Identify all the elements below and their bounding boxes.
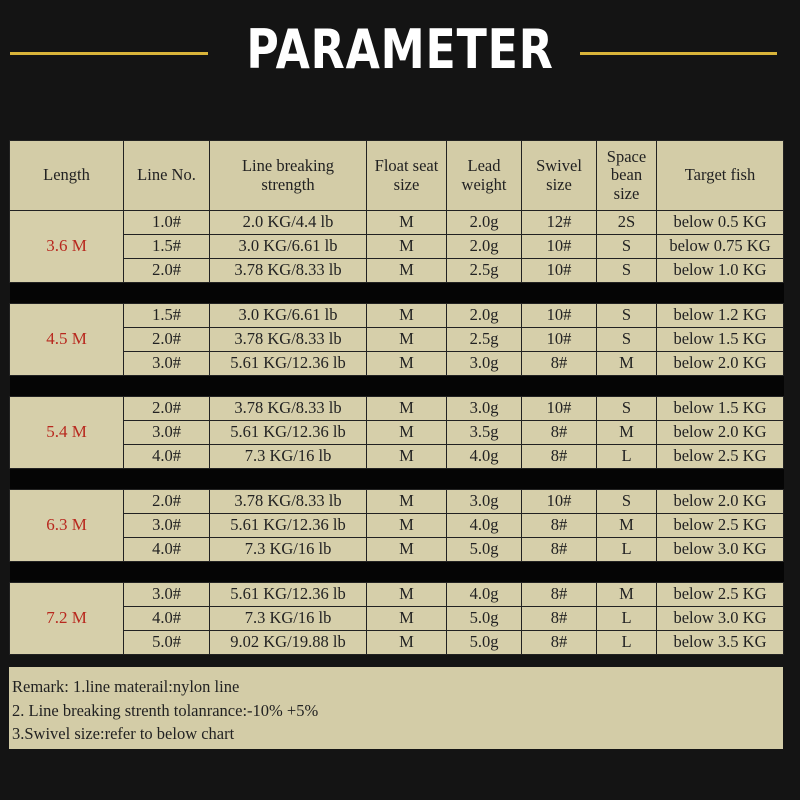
length-cell: 7.2 M	[10, 583, 124, 655]
column-header-text: Float seat	[374, 156, 439, 176]
column-header	[657, 141, 784, 211]
column-header-text: size	[546, 174, 572, 194]
column-header	[447, 141, 522, 211]
decorative-rule-right	[580, 52, 777, 55]
table-cell: below 0.75 KG	[657, 235, 784, 259]
table-cell: L	[597, 538, 657, 562]
table-cell: 3.78 KG/8.33 lb	[210, 397, 367, 421]
column-header-text: Space	[606, 147, 647, 167]
table-cell: M	[367, 631, 447, 655]
table-cell: 3.0g	[447, 397, 522, 421]
table-cell: 12#	[522, 211, 597, 235]
table-cell: below 1.5 KG	[657, 328, 784, 352]
table-cell: M	[367, 514, 447, 538]
table-cell: below 0.5 KG	[657, 211, 784, 235]
table-cell: 2.0#	[124, 490, 210, 514]
table-cell: 10#	[522, 490, 597, 514]
table-cell: 8#	[522, 538, 597, 562]
table-cell: M	[367, 583, 447, 607]
table-cell: 5.61 KG/12.36 lb	[210, 514, 367, 538]
table-row	[10, 421, 784, 445]
table-row	[10, 352, 784, 376]
table-cell: 9.02 KG/19.88 lb	[210, 631, 367, 655]
table-cell: 7.3 KG/16 lb	[210, 607, 367, 631]
column-header	[210, 141, 367, 211]
table-cell: below 3.5 KG	[657, 631, 784, 655]
table-cell: 3.0#	[124, 421, 210, 445]
table-cell: 5.61 KG/12.36 lb	[210, 421, 367, 445]
table-cell: M	[367, 352, 447, 376]
page-title: PARAMETER	[246, 18, 554, 81]
group-separator	[10, 562, 784, 583]
table-cell: 8#	[522, 514, 597, 538]
table-cell: 2S	[597, 211, 657, 235]
table-cell: L	[597, 445, 657, 469]
column-header-text: Length	[43, 165, 90, 185]
table-cell: 3.0#	[124, 352, 210, 376]
table-row	[10, 583, 784, 607]
table-cell: 3.0g	[447, 490, 522, 514]
column-header-text: size	[613, 183, 640, 203]
table-cell: 5.0g	[447, 631, 522, 655]
table-cell: 1.5#	[124, 304, 210, 328]
table-cell: S	[597, 490, 657, 514]
table-cell: M	[367, 421, 447, 445]
table-cell: 2.5g	[447, 328, 522, 352]
table-header-row	[10, 141, 784, 211]
table-row	[10, 235, 784, 259]
table-cell: 3.0 KG/6.61 lb	[210, 235, 367, 259]
column-header-text: size	[393, 174, 420, 194]
table-cell: 8#	[522, 607, 597, 631]
table-cell: below 2.0 KG	[657, 352, 784, 376]
table-cell: S	[597, 397, 657, 421]
remark-line-1: Remark: 1.line materail:nylon line	[12, 677, 240, 696]
table-cell: below 2.5 KG	[657, 583, 784, 607]
column-header-text: Line No.	[137, 165, 196, 185]
table-cell: 7.3 KG/16 lb	[210, 445, 367, 469]
table-cell: 5.0g	[447, 607, 522, 631]
table-cell: 4.0#	[124, 445, 210, 469]
table-cell: 10#	[522, 328, 597, 352]
group-separator	[10, 469, 784, 490]
table-cell: below 3.0 KG	[657, 538, 784, 562]
table-cell: 2.0g	[447, 304, 522, 328]
table-cell: 2.0#	[124, 259, 210, 283]
table-cell: below 2.0 KG	[657, 421, 784, 445]
table-cell: L	[597, 631, 657, 655]
table-cell: M	[367, 235, 447, 259]
parameter-table	[9, 140, 784, 655]
table-cell: 2.0g	[447, 211, 522, 235]
table-cell: below 3.0 KG	[657, 607, 784, 631]
table-cell: 2.0#	[124, 397, 210, 421]
table-cell: M	[367, 445, 447, 469]
column-header-text: strength	[261, 174, 315, 194]
table-cell: M	[367, 259, 447, 283]
column-header	[124, 141, 210, 211]
column-header-text: Swivel	[536, 156, 582, 176]
remark-line-2: 2. Line breaking strenth tolanrance:-10% +5%	[12, 700, 319, 720]
table-row	[10, 328, 784, 352]
column-header	[522, 141, 597, 211]
table-cell: M	[367, 397, 447, 421]
table-cell: 8#	[522, 583, 597, 607]
table-row	[10, 304, 784, 328]
table-cell: 1.5#	[124, 235, 210, 259]
table-cell: 2.0#	[124, 328, 210, 352]
column-header-text: bean	[610, 165, 643, 185]
table-cell: 3.78 KG/8.33 lb	[210, 490, 367, 514]
table-cell: S	[597, 235, 657, 259]
table-cell: 5.61 KG/12.36 lb	[210, 352, 367, 376]
table-row	[10, 211, 784, 235]
table-cell: 3.0 KG/6.61 lb	[210, 304, 367, 328]
table-cell: M	[367, 607, 447, 631]
column-header	[597, 141, 657, 211]
table-cell: 3.5g	[447, 421, 522, 445]
table-cell: 7.3 KG/16 lb	[210, 538, 367, 562]
table-cell: below 2.5 KG	[657, 514, 784, 538]
table-cell: M	[367, 328, 447, 352]
table-cell: 2.0 KG/4.4 lb	[210, 211, 367, 235]
table-cell: 4.0#	[124, 538, 210, 562]
table-row	[10, 445, 784, 469]
table-row	[10, 631, 784, 655]
table-cell: 5.61 KG/12.36 lb	[210, 583, 367, 607]
table-cell: 10#	[522, 235, 597, 259]
table-cell: 10#	[522, 397, 597, 421]
table-cell: below 2.5 KG	[657, 445, 784, 469]
column-header	[10, 141, 124, 211]
table-cell: 3.0g	[447, 352, 522, 376]
length-cell: 5.4 M	[10, 397, 124, 469]
table-row	[10, 490, 784, 514]
table-cell: M	[597, 583, 657, 607]
column-header-text: Lead	[467, 156, 501, 176]
table-row	[10, 538, 784, 562]
table-cell: 3.78 KG/8.33 lb	[210, 328, 367, 352]
table-cell: 4.0#	[124, 607, 210, 631]
table-cell: S	[597, 304, 657, 328]
table-cell: 10#	[522, 259, 597, 283]
table-cell: 10#	[522, 304, 597, 328]
table-cell: M	[597, 514, 657, 538]
separator-cell	[10, 469, 784, 490]
table-cell: M	[597, 421, 657, 445]
table-cell: M	[597, 352, 657, 376]
separator-cell	[10, 283, 784, 304]
table-cell: 1.0#	[124, 211, 210, 235]
table-row	[10, 259, 784, 283]
table-cell: S	[597, 328, 657, 352]
table-cell: 8#	[522, 631, 597, 655]
table-cell: below 1.2 KG	[657, 304, 784, 328]
remarks-box	[9, 667, 783, 749]
remark-line-3: 3.Swivel size:refer to below chart	[12, 724, 235, 743]
table-cell: M	[367, 304, 447, 328]
table-cell: 4.0g	[447, 445, 522, 469]
table-cell: 8#	[522, 421, 597, 445]
column-header-text: Line breaking	[241, 156, 335, 176]
separator-cell	[10, 376, 784, 397]
length-cell: 6.3 M	[10, 490, 124, 562]
table-cell: M	[367, 538, 447, 562]
column-header-text: weight	[461, 174, 507, 194]
header	[0, 0, 800, 110]
table-row	[10, 397, 784, 421]
table-cell: 3.78 KG/8.33 lb	[210, 259, 367, 283]
length-cell: 4.5 M	[10, 304, 124, 376]
table-cell: M	[367, 490, 447, 514]
separator-cell	[10, 562, 784, 583]
table-row	[10, 514, 784, 538]
length-cell: 3.6 M	[10, 211, 124, 283]
column-header-text: Target fish	[684, 165, 756, 185]
table-cell: 2.5g	[447, 259, 522, 283]
table-cell: below 1.0 KG	[657, 259, 784, 283]
table-cell: 8#	[522, 445, 597, 469]
table-cell: 5.0g	[447, 538, 522, 562]
table-cell: 3.0#	[124, 514, 210, 538]
column-header	[367, 141, 447, 211]
table-cell: S	[597, 259, 657, 283]
group-separator	[10, 283, 784, 304]
group-separator	[10, 376, 784, 397]
table-cell: 4.0g	[447, 583, 522, 607]
table-body	[10, 211, 784, 655]
table-cell: 5.0#	[124, 631, 210, 655]
table-cell: 3.0#	[124, 583, 210, 607]
table-cell: L	[597, 607, 657, 631]
table-cell: M	[367, 211, 447, 235]
table-cell: 8#	[522, 352, 597, 376]
table-cell: 2.0g	[447, 235, 522, 259]
table-cell: below 1.5 KG	[657, 397, 784, 421]
table-cell: below 2.0 KG	[657, 490, 784, 514]
table-cell: 4.0g	[447, 514, 522, 538]
table-row	[10, 607, 784, 631]
